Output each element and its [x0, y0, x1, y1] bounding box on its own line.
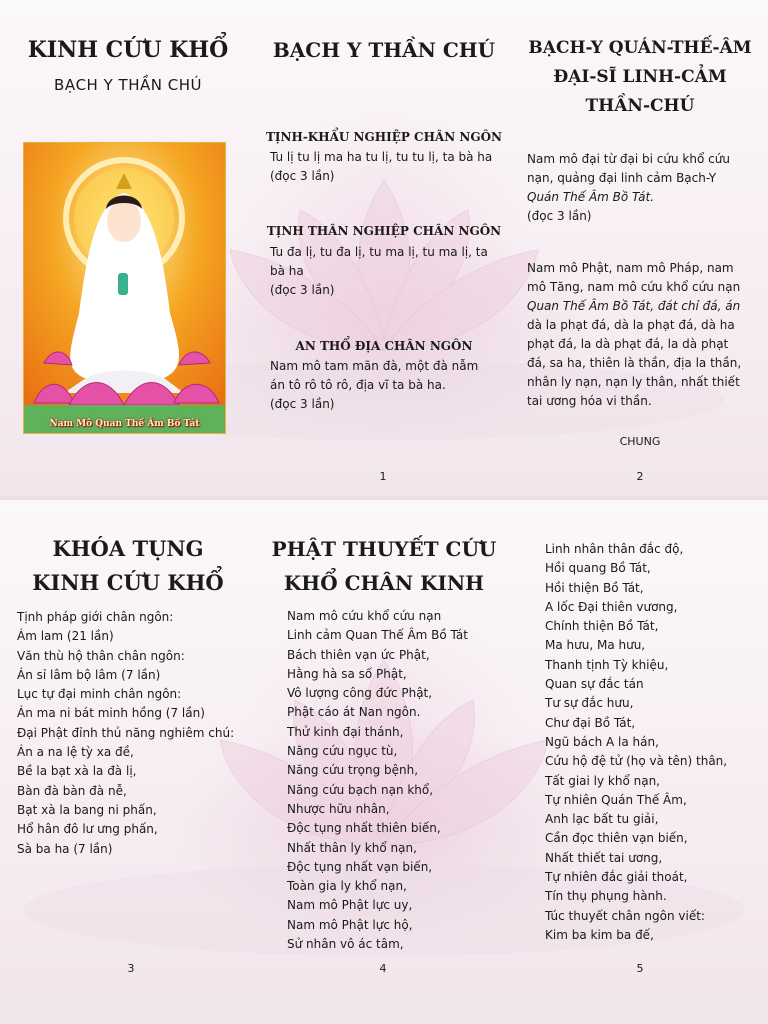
mantra-list [17, 608, 253, 859]
text-line: Nam mô Phật lực uy, [287, 898, 413, 913]
text-line: mô Tăng, nam mô cứu khổ cứu nạn [527, 280, 741, 294]
text-line: Quán Thế Âm Bồ Tát. [527, 190, 655, 204]
text-line: Quan sự đắc tán [545, 677, 644, 692]
text-line: Nam mô Phật, nam mô Pháp, nam [527, 261, 734, 275]
text-line: (đọc 3 lần) [527, 209, 592, 223]
title-line: ĐẠI-SĨ LINH-CẢM [553, 67, 727, 87]
text-line: Tín thụ phụng hành. [545, 889, 667, 904]
text-line: Độc tụng nhất vạn biến, [287, 859, 433, 874]
text-line: (đọc 3 lần) [270, 283, 335, 297]
text-line: Linh cảm Quan Thế Âm Bồ Tát [287, 628, 468, 643]
text-line: (đọc 3 lần) [270, 397, 335, 411]
section-text [270, 357, 510, 414]
cover-title: KINH CỨU KHỔ [27, 37, 229, 63]
page-number: 2 [636, 470, 644, 483]
text-line: Đại Phật đỉnh thủ năng nghiêm chú: [17, 725, 235, 740]
text-line: Hồi quang Bồ Tát, [545, 561, 651, 576]
text-line: nạn, quảng đại linh cảm Bạch-Y [527, 171, 717, 185]
guanyin-illustration [24, 143, 226, 434]
text-line: Nam mô đại từ đại bi cứu khổ cứu [527, 152, 730, 166]
text-line: Văn thù hộ thân chân ngôn: [17, 648, 185, 663]
text-line: Linh nhân thân đắc độ, [545, 542, 684, 556]
text-line: Túc thuyết chân ngôn viết: [545, 908, 705, 923]
continued-column [512, 500, 768, 996]
text-line: Hằng hà sa số Phật, [287, 666, 407, 681]
text-line: Tự nhiên đắc giải thoát, [545, 870, 688, 885]
section-heading: AN THỔ ĐỊA CHÂN NGÔN [295, 339, 473, 353]
sutra-text [287, 607, 509, 954]
text-line: Ngũ bách A la hán, [545, 734, 659, 749]
mantra-text [527, 259, 767, 411]
page-number: 4 [379, 962, 387, 975]
text-line: Bách thiên vạn ức Phật, [287, 647, 430, 662]
khoa-tung-column [0, 500, 256, 996]
text-line: nhân ly nạn, nạn ly thân, nhất thiết [527, 375, 740, 389]
text-line: bà ha [270, 264, 304, 278]
text-line: Sử nhân vô ác tâm, [287, 937, 404, 952]
text-line: Độc tụng nhất thiên biến, [287, 821, 441, 836]
text-line: Sà ba ha (7 lần) [17, 841, 113, 856]
text-line: Cứu hộ đệ tử (họ và tên) thân, [545, 754, 728, 769]
invocation-text [527, 150, 767, 226]
chung-label: CHUNG [619, 435, 661, 448]
page-number: 3 [127, 962, 135, 975]
image-caption: Nam Mô Quan Thế Âm Bồ Tát [49, 419, 200, 429]
page-number: 5 [636, 962, 644, 975]
cover-column [0, 0, 256, 496]
text-line: Tất giai ly khổ nạn, [545, 773, 660, 788]
text-line: Nam mô Phật lực hộ, [287, 917, 413, 932]
phat-thuyet-column [256, 500, 512, 996]
title-line: KINH CỨU KHỔ [32, 570, 224, 595]
text-line: Tu lị tu lị ma ha tu lị, tu tu lị, ta bà ha [270, 150, 493, 164]
text-line: Án a na lệ tỳ xa đề, [17, 745, 134, 760]
text-line: Án ma ni bát minh hồng (7 lần) [17, 706, 205, 721]
text-line: Toàn gia ly khổ nạn, [287, 879, 407, 894]
text-line: Án sỉ lâm bộ lâm (7 lần) [17, 667, 161, 682]
section-text [270, 243, 510, 300]
bach-y-title: BẠCH Y THẦN CHÚ [272, 38, 496, 62]
text-line: Nhất thiết tai ương, [545, 850, 663, 865]
text-line: Năng cứu trọng bệnh, [287, 763, 419, 778]
booklet-page-top [0, 0, 768, 496]
quan-the-am-title [512, 34, 768, 121]
text-line: Bạt xà la bang ni phấn, [17, 802, 157, 817]
text-line: Anh lạc bất tu giải, [545, 812, 659, 827]
text-line: Nam mô tam mãn đà, một đà nẫm [270, 359, 479, 373]
text-line: Chư đại Bồ Tát, [545, 715, 636, 730]
title-line: PHẬT THUYẾT CỨU [271, 537, 497, 561]
text-line: Nam mô cứu khổ cứu nạn [287, 609, 442, 623]
quan-the-am-column [512, 0, 768, 496]
text-line: Tư sự đắc hưu, [545, 696, 634, 711]
text-line: Nhược hữu nhân, [287, 801, 390, 816]
bottom-margin [0, 996, 768, 1024]
text-line: Vô lượng công đức Phật, [287, 686, 433, 701]
cover-subtitle: BẠCH Y THẦN CHÚ [54, 76, 202, 94]
text-line: Lục tự đại minh chân ngôn: [17, 687, 182, 702]
sutra-text-continued [545, 540, 767, 945]
page-number: 1 [379, 470, 387, 483]
text-line: (đọc 3 lần) [270, 169, 335, 183]
text-line: A lốc Đại thiên vương, [545, 599, 678, 614]
text-line: Thanh tịnh Tỳ khiệu, [545, 657, 669, 672]
text-line: Bàn đà bàn đà nễ, [17, 783, 127, 798]
phat-thuyet-title [256, 532, 512, 600]
text-line: Tu đa lị, tu đa lị, tu ma lị, tu ma lị, ta [270, 245, 488, 259]
text-line: Chính thiện Bồ Tát, [545, 619, 659, 634]
text-line: Quan Thế Âm Bồ Tát, đát chỉ đá, án [527, 299, 741, 313]
text-line: Hổ hân đô lư ưng phấn, [17, 822, 158, 837]
text-line: Phật cáo át Nan ngôn. [287, 705, 421, 720]
text-line: Tịnh pháp giới chân ngôn: [17, 610, 174, 624]
text-line: dà la phạt đá, dà la phạt đá, dà ha [527, 318, 735, 332]
text-line: Tự nhiên Quán Thế Âm, [545, 792, 687, 807]
section-heading: TỊNH-KHẨU NGHIỆP CHÂN NGÔN [265, 130, 503, 144]
title-line: KHÓA TỤNG [52, 536, 204, 561]
text-line: Cần đọc thiên vạn biến, [545, 831, 688, 846]
title-line: KHỔ CHÂN KINH [283, 571, 485, 595]
text-line: Thử kinh đại thánh, [287, 724, 404, 739]
text-line: Bề la bạt xà la đà lị, [17, 764, 137, 779]
title-line: THẦN-CHÚ [585, 96, 695, 116]
booklet-page-bottom [0, 500, 768, 996]
bach-y-column [256, 0, 512, 496]
text-line: Kim ba kim ba đế, [545, 927, 654, 942]
text-line: tai ương hóa vi thần. [527, 394, 652, 408]
text-line: Hồi thiện Bồ Tát, [545, 580, 644, 595]
text-line: Năng cứu ngục tù, [287, 744, 398, 759]
title-line: BẠCH-Y QUÁN-THẾ-ÂM [528, 38, 752, 58]
text-line: Ma hưu, Ma hưu, [545, 638, 646, 653]
section-heading: TỊNH THÂN NGHIỆP CHÂN NGÔN [266, 224, 502, 238]
text-line: án tô rô tô rô, địa vĩ ta bà ha. [270, 378, 446, 392]
khoa-tung-title [0, 532, 256, 600]
text-line: Ám lam (21 lần) [17, 629, 114, 644]
text-line: phạt đá, la dà phạt đá, la dà phạt [527, 337, 729, 351]
section-text [270, 148, 510, 186]
bodhisattva-image [23, 142, 226, 434]
text-line: Năng cứu bạch nạn khổ, [287, 782, 434, 797]
text-line: Nhất thân ly khổ nạn, [287, 840, 417, 855]
text-line: đá, sa ha, thiên là thần, địa la thần, [527, 356, 742, 370]
